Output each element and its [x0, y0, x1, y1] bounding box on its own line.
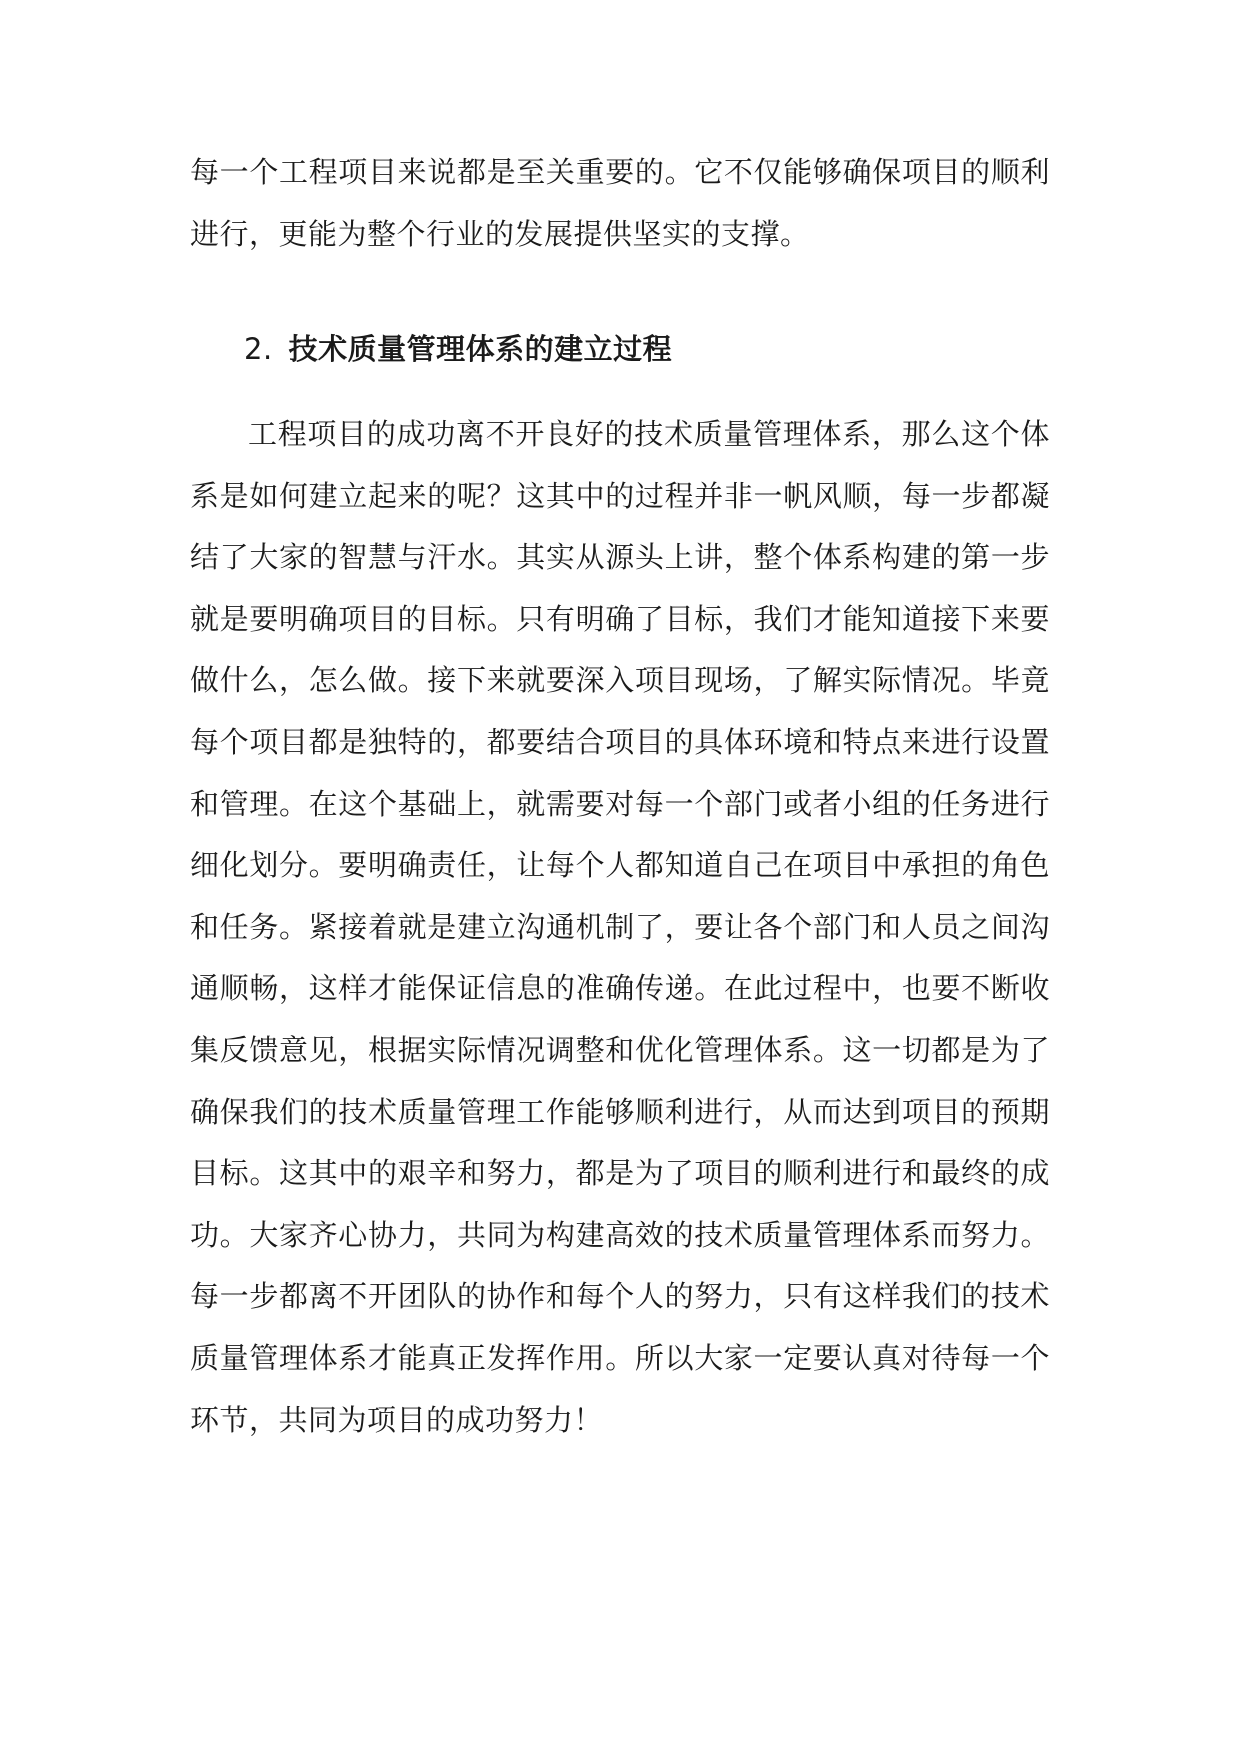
section-heading — [244, 324, 672, 374]
section-number: 2. — [244, 332, 273, 366]
continuation-paragraph: 每一个工程项目来说都是至关重要的。它不仅能够确保项目的顺利进行，更能为整个行业的发展提供坚实的支撑。 — [190, 155, 1050, 251]
body-paragraph: 工程项目的成功离不开良好的技术质量管理体系，那么这个体系是如何建立起来的呢？这其中的过程并非一帆风顺，每一步都凝结了大家的智慧与汗水。其实从源头上讲，整个体系构建的第一步就是要明确项目的目标。只有明确了目标，我们才能知道接下来要做什么，怎么做。接下来就要深入项目现场，了解实际情况。毕竟每个项目都是独特的，都要结合项目的具体环境和特点来进行设置和管理。在这个基础上，就需要对每一个部门或者小组的任务进行细化划分。要明确责任，让每个人都知道自己在项目中承担的角色和任务。紧接着就是建立沟通机制了，要让各个部门和人员之间沟通顺畅，这样才能保证信息的准确传递。在此过程中，也要不断收集反馈意见，根据实际情况调整和优化管理体系。这一切都是为了确保我们的技术质量管理工作能够顺利进行，从而达到项目的预期目标。这其中的艰辛和努力，都是为了项目的顺利进行和最终的成功。大家齐心协力，共同为构建高效的技术质量管理体系而努力。每一步都离不开团队的协作和每个人的努力，只有这样我们的技术质量管理体系才能真正发挥作用。所以大家一定要认真对待每一个环节，共同为项目的成功努力！ — [190, 417, 1050, 1437]
section-title: 技术质量管理体系的建立过程 — [288, 332, 673, 366]
